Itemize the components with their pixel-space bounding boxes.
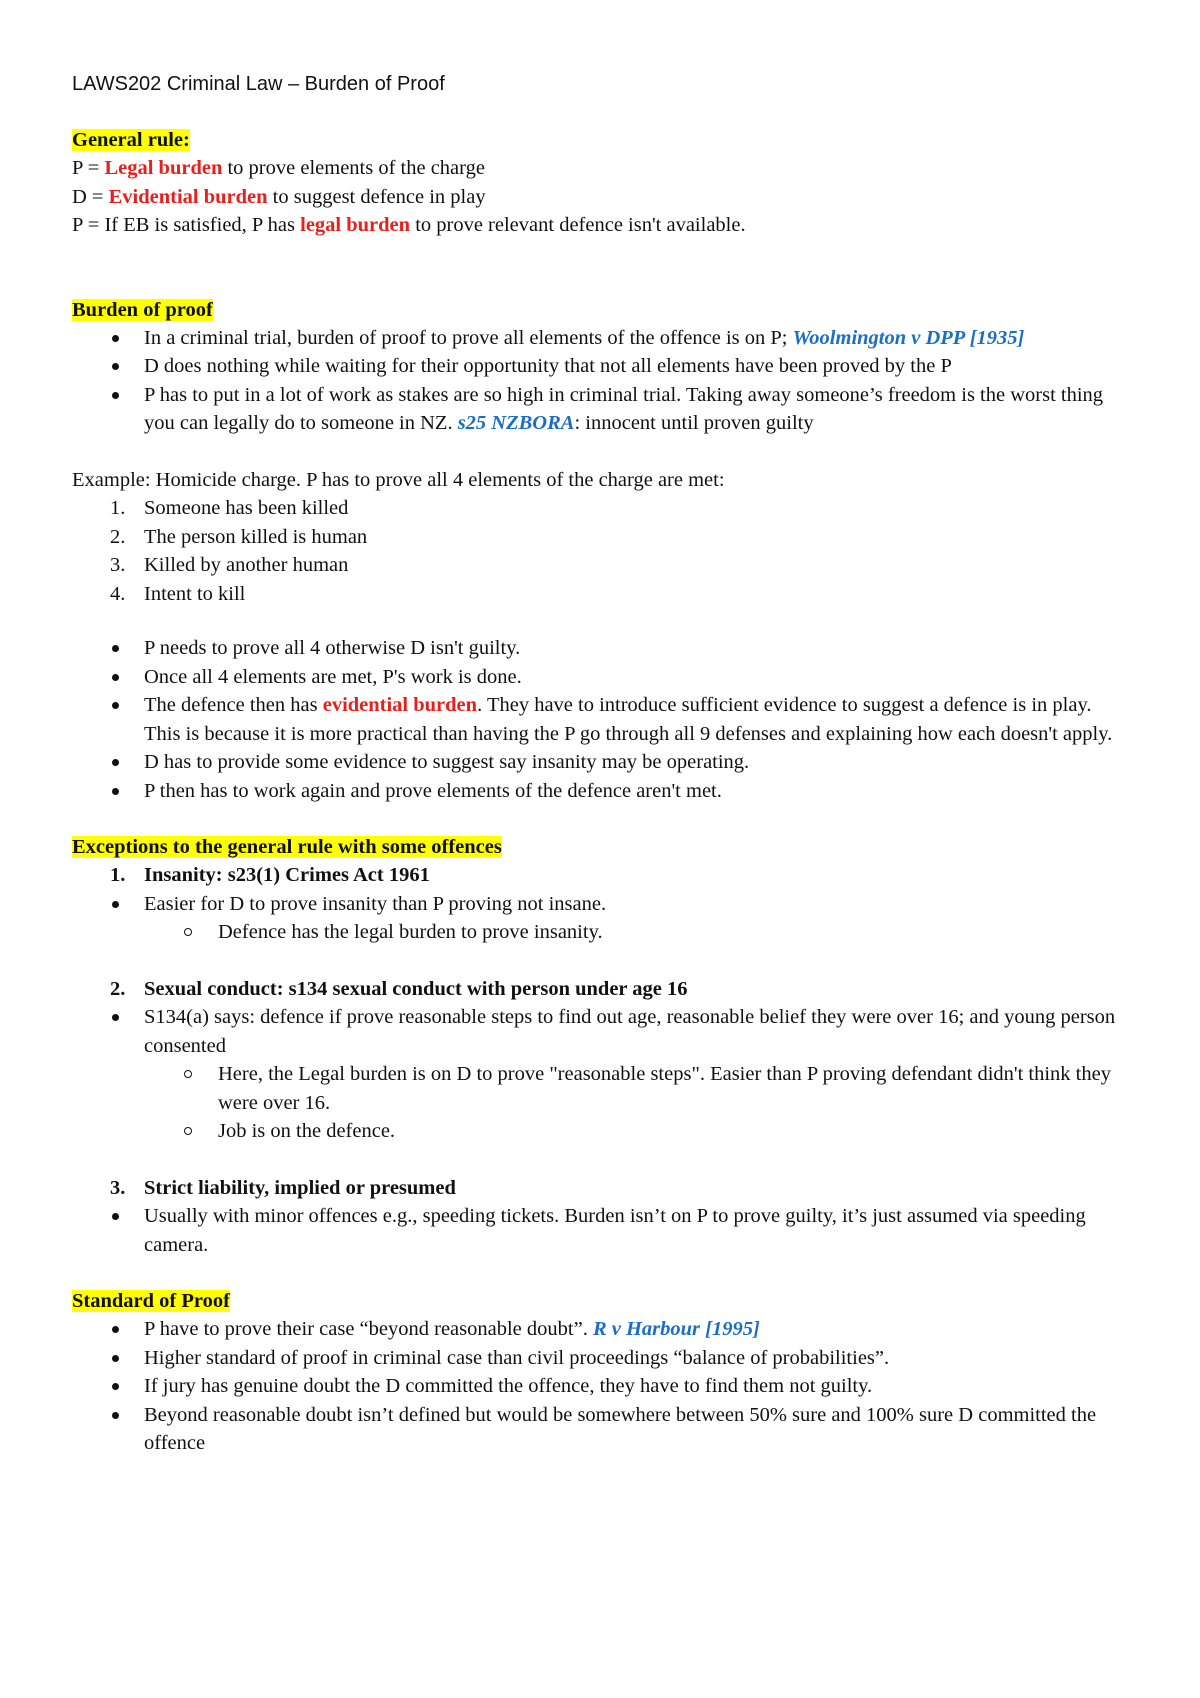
list-item: D does nothing while waiting for their opportunity that not all elements have been proved by the P [72,352,1132,381]
burden-heading: Burden of proof [72,298,213,321]
case-citation: Woolmington v DPP [1935] [792,326,1025,349]
bullet-icon [112,1383,119,1390]
bullet-icon [112,1355,119,1362]
standard-heading: Standard of Proof [72,1290,230,1312]
general-rule-line: D = Evidential burden to suggest defence in play [72,185,486,208]
example-points-list [72,634,1132,805]
bullet-icon [112,674,119,681]
list-item: 1. Someone has been killed [110,497,349,519]
general-rule-line: P = If EB is satisfied, P has legal burden to prove relevant defence isn't available. [72,214,746,236]
list-item: P have to prove their case “beyond reasonable doubt”. R v Harbour [1995] [72,1315,1132,1344]
list-item: If jury has genuine doubt the D committed the offence, they have to find them not guilty. [72,1372,1132,1401]
bullet-icon [112,363,119,370]
case-citation: R v Harbour [1995] [592,1318,760,1340]
list-item: D has to provide some evidence to suggest say insanity may be operating. [72,748,1132,777]
burden-list [72,324,1132,438]
circle-bullet-icon [184,1127,192,1135]
sub-list-item: Job is on the defence. [72,1117,1132,1146]
exceptions-heading: Exceptions to the general rule with some offences [72,836,502,858]
sub-list-item: Defence has the legal burden to prove insanity. [72,918,1132,947]
list-item: 4. Intent to kill [110,582,246,605]
statute-citation: s25 NZBORA [457,412,575,434]
bullet-icon [112,901,119,908]
general-rule-line: P = Legal burden to prove elements of the charge [72,157,485,179]
exception-title: 3. Strict liability, implied or presumed [110,1176,456,1199]
bullet-icon [112,702,119,709]
document-title: LAWS202 Criminal Law – Burden of Proof [72,73,445,95]
list-item: S134(a) says: defence if prove reasonable steps to find out age, reasonable belief they were over 16; and young person consented [72,1003,1132,1060]
standard-list [72,1315,1132,1458]
list-item: Once all 4 elements are met, P's work is done. [72,663,1132,692]
bullet-icon [112,335,119,342]
list-item: P then has to work again and prove elements of the defence aren't met. [72,777,1132,806]
list-item: P needs to prove all 4 otherwise D isn't guilty. [72,634,1132,663]
list-item: The defence then has evidential burden. They have to introduce sufficient evidence to suggest a defence is in play. This is because it is more practical than having the P go through all 9 defenses and explaining how each doesn't apply. [72,691,1132,748]
list-item: 3. Killed by another human [110,554,349,576]
list-item: 2. The person killed is human [110,525,368,548]
circle-bullet-icon [184,1070,192,1078]
exception-title: 2. Sexual conduct: s134 sexual conduct with person under age 16 [110,977,688,1000]
bullet-icon [112,392,119,399]
elements-list [72,494,1132,608]
general-rule-heading: General rule: [72,129,190,151]
bullet-icon [112,645,119,652]
bullet-icon [112,1213,119,1220]
bullet-icon [112,1326,119,1333]
bullet-icon [112,788,119,795]
circle-bullet-icon [184,928,192,936]
list-item: P has to put in a lot of work as stakes are so high in criminal trial. Taking away someone’s freedom is the worst thing you can legally do to someone in NZ. s25 NZBORA: innocent until proven guilty [72,381,1132,438]
list-item: Easier for D to prove insanity than P proving not insane. [72,890,1132,919]
exception-title: 1. Insanity: s23(1) Crimes Act 1961 [110,864,430,886]
bullet-icon [112,1014,119,1021]
bullet-icon [112,1412,119,1419]
list-item: In a criminal trial, burden of proof to prove all elements of the offence is on P; Woolmington v DPP [1935] [72,324,1132,353]
list-item: Usually with minor offences e.g., speeding tickets. Burden isn’t on P to prove guilty, it’s just assumed via speeding camera. [72,1202,1132,1259]
bullet-icon [112,759,119,766]
list-item: Higher standard of proof in criminal case than civil proceedings “balance of probabilities”. [72,1344,1132,1373]
sub-list-item: Here, the Legal burden is on D to prove "reasonable steps". Easier than P proving defendant didn't think they were over 16. [72,1060,1132,1117]
document-page [72,70,1132,1458]
list-item: Beyond reasonable doubt isn’t defined but would be somewhere between 50% sure and 100% sure D committed the offence [72,1401,1132,1458]
example-intro: Example: Homicide charge. P has to prove all 4 elements of the charge are met: [72,468,725,491]
